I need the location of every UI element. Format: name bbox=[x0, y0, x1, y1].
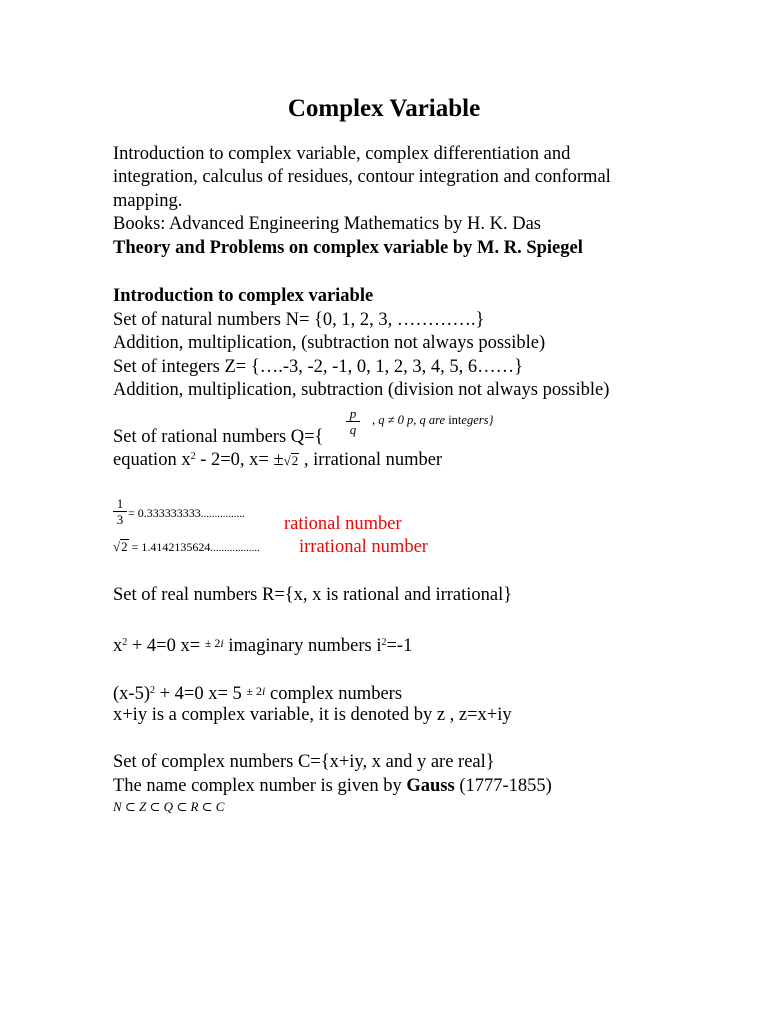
third-fraction bbox=[113, 496, 127, 527]
books-line: Books: Advanced Engineering Mathematics by H. K. Das bbox=[113, 214, 541, 234]
equation-part-a: equation x bbox=[113, 450, 191, 470]
condition-int: int bbox=[448, 413, 462, 427]
third-denominator: 3 bbox=[116, 512, 124, 527]
book2-line: Theory and Problems on complex variable by M. R. Spiegel bbox=[113, 238, 583, 258]
integer-ops-line: Addition, multiplication, subtraction (division not always possible) bbox=[113, 380, 610, 400]
equation-line: equation $x^2 - 2=0$, x= ±√2 , irrational number bbox=[113, 450, 443, 470]
root-value: √2 = 1.4142135624.................. bbox=[113, 539, 260, 554]
real-numbers-line: Set of real numbers R={x, x is rational and irrational} bbox=[113, 585, 513, 605]
page-title: Complex Variable bbox=[287, 95, 481, 122]
rational-number-label: rational number bbox=[284, 514, 402, 534]
imaginary-part-a: x bbox=[113, 636, 123, 656]
section-heading: Introduction to complex variable bbox=[113, 286, 374, 306]
imaginary-superscript-2: 2 bbox=[381, 637, 387, 648]
equation-part-c: , irrational number bbox=[299, 450, 443, 470]
intro-line-1: Introduction to complex variable, complex differentiation and bbox=[113, 144, 571, 164]
equation-part-b: - 2=0, x= ± bbox=[195, 450, 284, 470]
intro-line-3: mapping. bbox=[113, 191, 183, 211]
third-value bbox=[128, 504, 245, 523]
gauss-years: (1777-1855) bbox=[454, 776, 552, 796]
condition-text: , q ≠ 0 p, q are bbox=[372, 413, 446, 427]
complex-pm: ± 2 bbox=[246, 684, 263, 698]
set-inclusion-chain: N ⊂ Z ⊂ Q ⊂ R ⊂ C bbox=[113, 799, 225, 814]
gauss-name: Gauss bbox=[406, 776, 455, 796]
complex-part-a: (x-5) bbox=[113, 684, 150, 704]
root-dots: .................. bbox=[210, 542, 260, 554]
imaginary-part-b: + 4=0 x= bbox=[127, 636, 205, 656]
equation-superscript: 2 bbox=[190, 451, 196, 462]
equation-root: 2 bbox=[291, 453, 299, 468]
rational-numbers-line bbox=[113, 425, 323, 449]
gauss-line bbox=[113, 774, 552, 798]
third-numerator: 1 bbox=[113, 496, 127, 512]
fraction-denominator: q bbox=[349, 422, 357, 437]
irrational-number-label: irrational number bbox=[299, 537, 428, 557]
rational-label: Set of rational numbers Q={ bbox=[113, 427, 324, 447]
complex-part-b: + 4=0 x= 5 bbox=[154, 684, 247, 704]
imaginary-part-c: imaginary numbers i bbox=[223, 636, 382, 656]
root-value-number: = 1.4142135624 bbox=[131, 540, 211, 554]
integers-line: Set of integers Z= {….-3, -2, -1, 0, 1, 2, 3, 4, 5, 6……} bbox=[113, 357, 523, 377]
imaginary-pm: ± 2 bbox=[204, 636, 221, 650]
complex-set-line: Set of complex numbers C={x+iy, x and y are real} bbox=[113, 752, 495, 772]
complex-variable-line: x+iy is a complex variable, it is denoted by z , z=x+iy bbox=[113, 705, 512, 725]
natural-numbers-line: Set of natural numbers N= {0, 1, 2, 3, ………….} bbox=[113, 310, 485, 330]
natural-ops-line: Addition, multiplication, (subtraction not always possible) bbox=[113, 333, 546, 353]
complex-i: i bbox=[262, 684, 266, 698]
complex-superscript: 2 bbox=[149, 685, 155, 696]
condition-egers: egers} bbox=[461, 413, 494, 427]
fraction-numerator: p bbox=[346, 406, 360, 422]
complex-line bbox=[113, 679, 402, 706]
gauss-part-a: The name complex number is given by bbox=[113, 776, 407, 796]
rational-condition bbox=[372, 413, 493, 428]
third-value-number: = 0.333333333 bbox=[128, 506, 201, 520]
rational-fraction bbox=[346, 406, 360, 437]
third-dots: ................ bbox=[200, 508, 245, 520]
imaginary-line bbox=[113, 631, 412, 658]
complex-part-c: complex numbers bbox=[265, 684, 403, 704]
imaginary-part-d: =-1 bbox=[386, 636, 413, 656]
imaginary-superscript: 2 bbox=[122, 637, 128, 648]
imaginary-i: i bbox=[220, 636, 224, 650]
intro-line-2: integration, calculus of residues, contour integration and conformal bbox=[113, 167, 611, 187]
